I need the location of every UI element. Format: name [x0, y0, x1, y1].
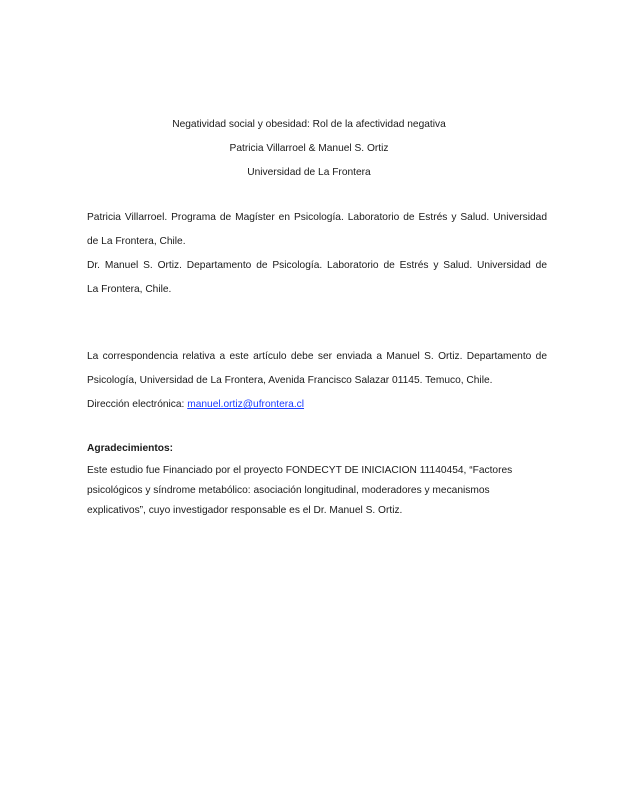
correspondence-line-2: Psicología, Universidad de La Frontera, Avenida Francisco Salazar 01145. Temuco, Chile. [87, 375, 493, 386]
affiliation-line-3: Dr. Manuel S. Ortiz. Departamento de Psicología. Laboratorio de Estrés y Salud. Universidad de [87, 260, 547, 271]
correspondence-line-1: La correspondencia relativa a este artículo debe ser enviada a Manuel S. Ortiz. Departamento de [87, 351, 547, 362]
paper-title: Negatividad social y obesidad: Rol de la afectividad negativa [172, 119, 446, 130]
acknowledgements-heading: Agradecimientos: [87, 443, 174, 454]
acknowledgements-line-3: explicativos”, cuyo investigador responsable es el Dr. Manuel S. Ortiz. [87, 505, 403, 516]
paper-authors: Patricia Villarroel & Manuel S. Ortiz [229, 143, 389, 154]
acknowledgements-line-2: psicológicos y síndrome metabólico: asociación longitudinal, moderadores y mecanismos [87, 485, 490, 496]
correspondence-email-line [87, 399, 547, 410]
email-label: Dirección electrónica: [87, 399, 188, 410]
affiliation-line-1: Patricia Villarroel. Programa de Magíster en Psicología. Laboratorio de Estrés y Salud. Universidad [87, 212, 547, 223]
paper-institution: Universidad de La Frontera [247, 167, 371, 178]
acknowledgements-line-1: Este estudio fue Financiado por el proyecto FONDECYT DE INICIACION 11140454, “Factores [87, 465, 513, 476]
email-link[interactable]: manuel.ortiz@ufrontera.cl [187, 399, 305, 410]
affiliation-line-2: de La Frontera, Chile. [87, 236, 186, 247]
affiliation-line-4: La Frontera, Chile. [87, 284, 172, 295]
